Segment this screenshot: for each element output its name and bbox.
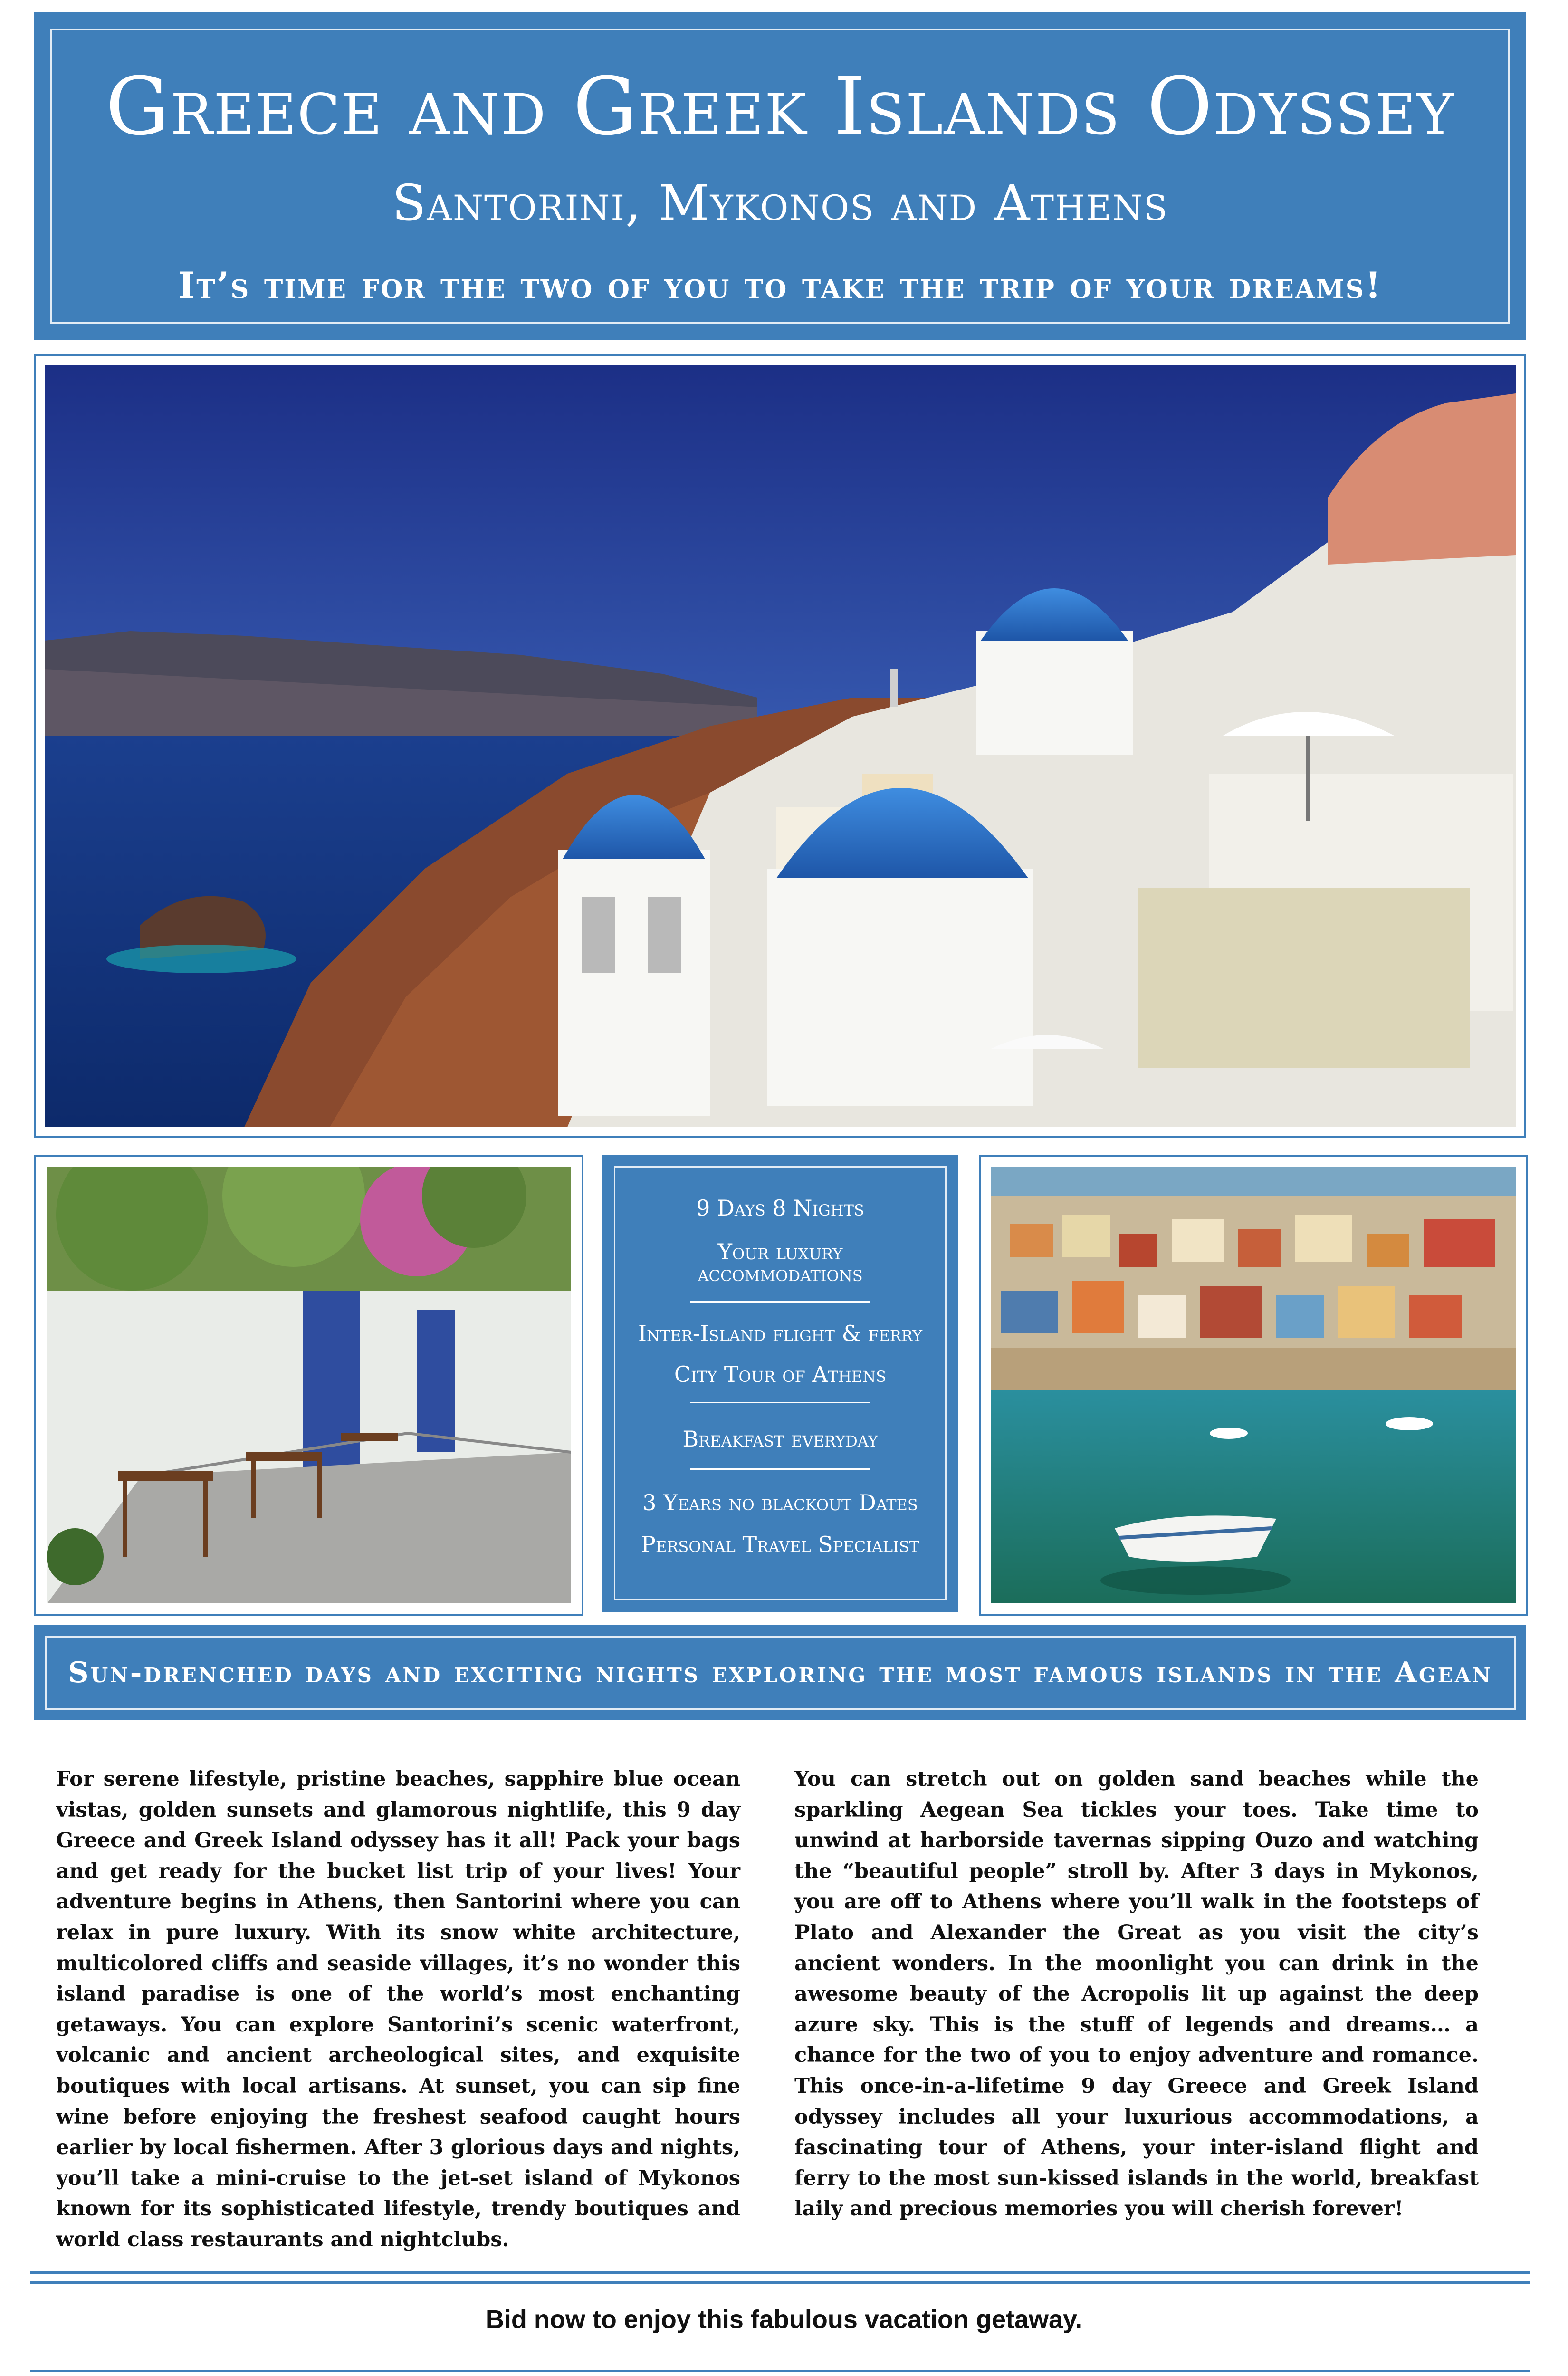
feature-divider (690, 1468, 870, 1470)
harbor-photo-frame (979, 1155, 1528, 1616)
feature-travel-specialist: Personal Travel Specialist (641, 1532, 919, 1557)
street-photo (47, 1167, 571, 1603)
features-box (602, 1155, 958, 1612)
harbor-photo (991, 1167, 1516, 1603)
agean-banner (34, 1625, 1526, 1784)
feature-accommodations-line2: accommodations (698, 1261, 863, 1286)
feature-breakfast: Breakfast everyday (682, 1426, 878, 1452)
feature-divider (690, 1301, 870, 1303)
footer-rule-top-2 (30, 2281, 1530, 2284)
feature-divider (690, 1402, 870, 1403)
header-banner (34, 12, 1526, 340)
feature-city-tour: City Tour of Athens (674, 1361, 887, 1387)
bid-now-text: Bid now to enjoy this fabulous vacation getaway. (485, 2305, 1083, 2334)
santorini-photo (45, 365, 1516, 1127)
footer-rule-bottom (30, 2370, 1530, 2372)
page-subtitle: Santorini, Mykonos and Athens (392, 174, 1168, 232)
page-title: Greece and Greek Islands Odyssey (105, 60, 1455, 153)
banner-text: Sun-drenched days and exciting nights exploring the most famous islands in the Agean Sea! (68, 1656, 1492, 1784)
main-photo-frame (34, 354, 1526, 1138)
street-photo-frame (34, 1155, 583, 1616)
feature-no-blackout: 3 Years no blackout Dates (642, 1490, 918, 1515)
body-right-column: You can stretch out on golden sand beaches while the sparkling Aegean Sea tickles your toes. Take time to unwind at harborside tavernas sipping Ouzo and watching the “beautiful people” stroll by. After 3 days in Mykonos, you are off to Athens where you’ll walk in the footsteps of Plato and Alexander the Great as you visit the city’s ancient wonders. In the moonlight you can drink in the awesome beauty of the Acropolis lit up against the deep azure sky. This is the stuff of legends and dreams… a chance for the two of you to enjoy adventure and romance. This once-in-a-lifetime 9 day Greece and Greek Island odyssey includes all your luxurious accommodations, a fascinating tour of Athens, your inter-island flight and ferry to the most sun-kissed islands in the world, breakfast laily and precious memories you will cherish forever! (794, 1767, 1479, 2221)
footer-rule-top (30, 2271, 1530, 2274)
page-tagline: It’s time for the two of you to take the trip of your dreams! (178, 264, 1383, 307)
feature-accommodations-line1: Your luxury (717, 1239, 843, 1265)
body-left-column: For serene lifestyle, pristine beaches, sapphire blue ocean vistas, golden sunsets and glamorous nightlife, this 9 day Greece and Greek Island odyssey has it all! Pack your bags and get ready for the bucket list trip of your lives! Your adventure begins in Athens, then Santorini where you can relax in pure luxury. With its snow white architecture, multicolored cliffs and seaside villages, it’s no wonder this island paradise is one of the world’s most enchanting getaways. You can explore Santorini’s scenic waterfront, volcanic and ancient archeological sites, and exquisite boutiques with local artisans. At sunset, you can sip fine wine before enjoying the freshest seafood caught hours earlier by local fishermen. After 3 glorious days and nights, you’ll take a mini-cruise to the jet-set island of Mykonos known for its sophisticated lifestyle, trendy boutiques and world class restaurants and nightclubs. (56, 1767, 740, 2251)
feature-duration: 9 Days 8 Nights (696, 1195, 864, 1221)
feature-flight-ferry: Inter-Island flight & ferry (638, 1321, 923, 1346)
